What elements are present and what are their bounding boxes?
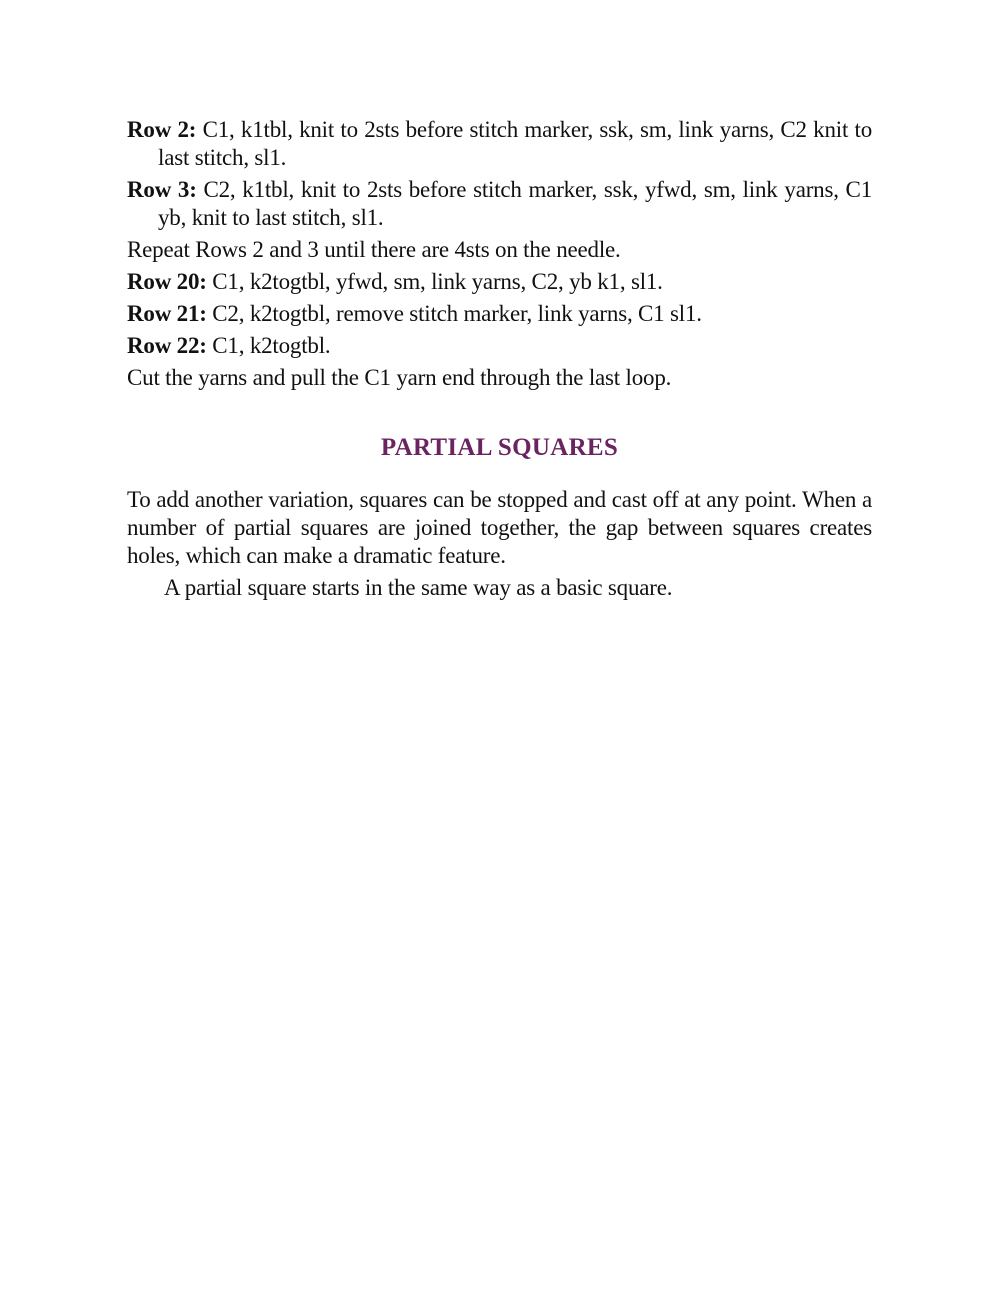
row-label: Row 3: [127, 177, 197, 202]
row-text: C2, k1tbl, knit to 2sts before stitch marker, ssk, yfwd, sm, link yarns, C1 yb, knit to last stitch, sl1. [158, 177, 872, 230]
row-22-instruction [127, 332, 872, 360]
row-label: Row 20: [127, 269, 207, 294]
row-label: Row 21: [127, 301, 207, 326]
section-paragraph-indented: A partial square starts in the same way as a basic square. [164, 575, 673, 600]
repeat-note: Repeat Rows 2 and 3 until there are 4sts on the needle. [127, 237, 621, 262]
closing-note: Cut the yarns and pull the C1 yarn end through the last loop. [127, 365, 672, 390]
document-page [127, 116, 872, 606]
row-label: Row 2: [127, 117, 197, 142]
row-21-instruction [127, 300, 872, 328]
row-3-instruction [127, 176, 872, 232]
section-heading: PARTIAL SQUARES [380, 434, 619, 461]
section-paragraph: To add another variation, squares can be stopped and cast off at any point. When a number of partial squares are joined together, the gap between squares creates holes, which can make a dramatic feature. [127, 487, 872, 568]
row-text: C1, k1tbl, knit to 2sts before stitch marker, ssk, sm, link yarns, C2 knit to last stitch, sl1. [158, 117, 872, 170]
row-2-instruction [127, 116, 872, 172]
row-text: C1, k2togtbl. [206, 333, 331, 358]
row-text: C1, k2togtbl, yfwd, sm, link yarns, C2, yb k1, sl1. [206, 269, 663, 294]
row-text: C2, k2togtbl, remove stitch marker, link yarns, C1 sl1. [206, 301, 702, 326]
row-20-instruction [127, 268, 872, 296]
row-label: Row 22: [127, 333, 207, 358]
